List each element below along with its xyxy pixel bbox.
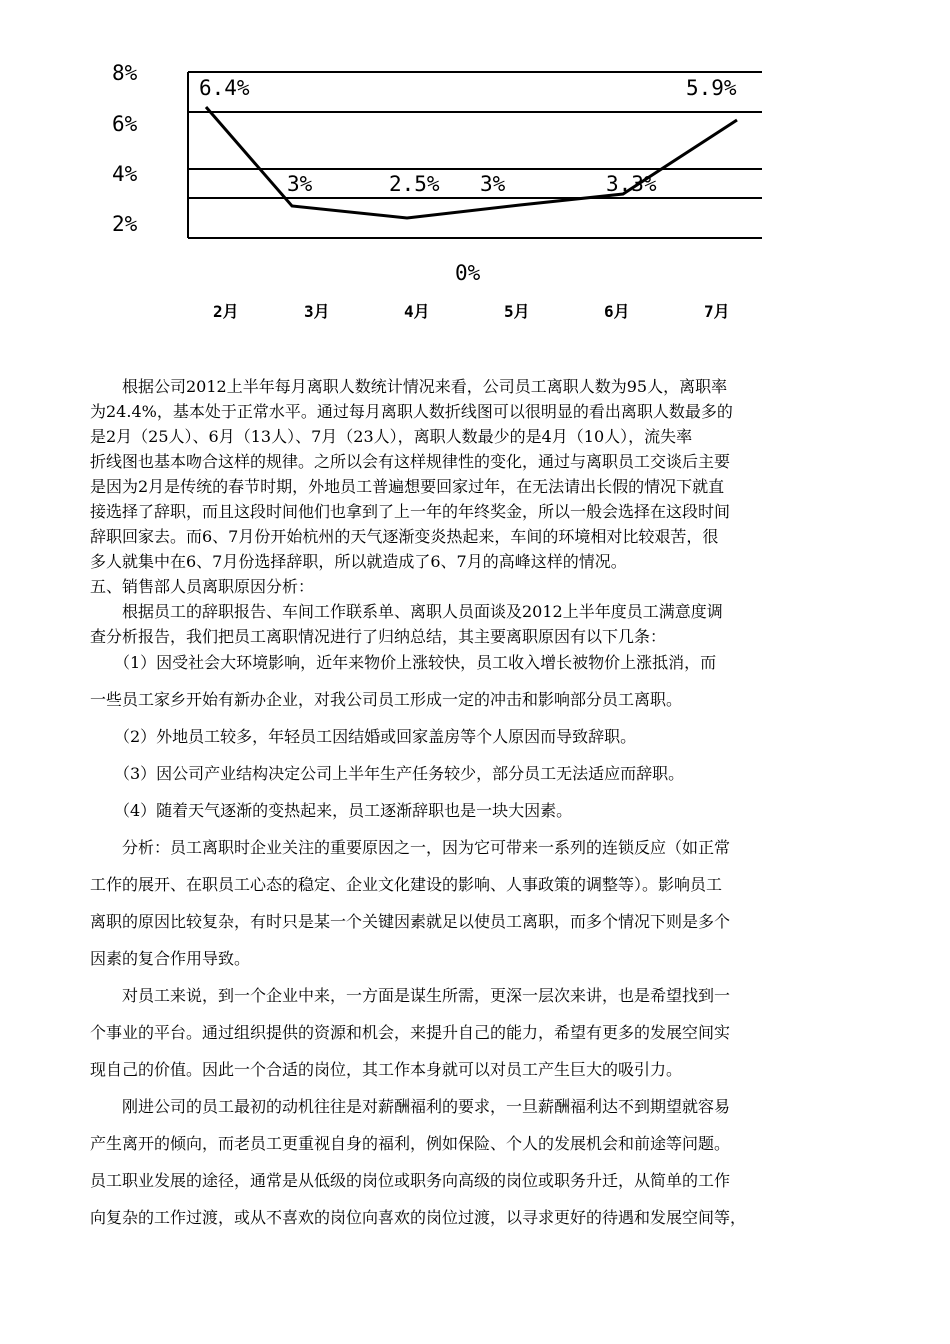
attrition-rate-line-chart: [0, 0, 950, 340]
text-line: （3）因公司产业结构决定公司上半年生产任务较少，部分员工无法适应而辞职。: [90, 764, 685, 783]
text-line: （2）外地员工较多，年轻员工因结婚或回家盖房等个人原因而导致辞职。: [90, 727, 637, 746]
x-tick-label: 4月: [404, 302, 430, 321]
y-tick-label: 4%: [112, 162, 138, 186]
text-line: 员工职业发展的途径，通常是从低级的岗位或职务向高级的岗位或职务升迁，从简单的工作: [90, 1171, 731, 1190]
text-line: （1）因受社会大环境影响，近年来物价上涨较快，员工收入增长被物价上涨抵消，而: [90, 653, 717, 672]
data-label: 5.9%: [686, 76, 737, 100]
text-line: （4）随着天气逐渐的变热起来，员工逐渐辞职也是一块大因素。: [90, 801, 573, 820]
paragraph-new-employee: [90, 1088, 862, 1236]
reason-item-3: [90, 755, 862, 792]
text-line: 对员工来说，到一个企业中来，一方面是谋生所需，更深一层次来讲，也是希望找到一: [90, 986, 731, 1005]
paragraph-statistics: [90, 374, 862, 574]
data-label: 6.4%: [199, 76, 250, 100]
text-line: 刚进公司的员工最初的动机往往是对薪酬福利的要求，一旦薪酬福利达不到期望就容易: [90, 1097, 731, 1116]
text-line: 是2月（25人）、6月（13人）、7月（23人），离职人数最少的是4月（10人），流失率: [90, 427, 693, 446]
text-line: 向复杂的工作过渡，或从不喜欢的岗位向喜欢的岗位过渡，以寻求更好的待遇和发展空间等，: [90, 1208, 747, 1227]
chart-gridlines: [188, 72, 762, 238]
text-line: 接选择了辞职，而且这段时间他们也拿到了上一年的年终奖金，所以一般会选择在这段时间: [90, 502, 731, 521]
series-line: [206, 107, 737, 218]
x-tick-label: 2月: [213, 302, 239, 321]
text-line: 现自己的价值。因此一个合适的岗位，其工作本身就可以对员工产生巨大的吸引力。: [90, 1060, 683, 1079]
text-line: 查分析报告，我们把员工离职情况进行了归纳总结，其主要离职原因有以下几条：: [90, 627, 667, 646]
x-tick-label: 6月: [604, 302, 630, 321]
text-line: 个事业的平台。通过组织提供的资源和机会，来提升自己的能力，希望有更多的发展空间实: [90, 1023, 731, 1042]
y-tick-label: 6%: [112, 112, 138, 136]
text-line: 分析：员工离职时企业关注的重要原因之一，因为它可带来一系列的连锁反应（如正常: [90, 838, 731, 857]
text-line: 五、销售部人员离职原因分析：: [90, 577, 315, 596]
reason-item-1: [90, 644, 862, 718]
text-line: 一些员工家乡开始有新办企业，对我公司员工形成一定的冲击和影响部分员工离职。: [90, 690, 683, 709]
text-line: 离职的原因比较复杂，有时只是某一个关键因素就足以使员工离职，而多个情况下则是多个: [90, 912, 731, 931]
x-tick-label: 5月: [504, 302, 530, 321]
paragraph-employee-view: [90, 977, 862, 1088]
y-tick-labels: [112, 61, 138, 236]
text-line: 根据公司2012上半年每月离职人数统计情况来看，公司员工离职人数为95人，离职率: [90, 377, 728, 396]
data-label: 2.5%: [389, 172, 440, 196]
paragraph-analysis: [90, 829, 862, 977]
data-label: 3%: [480, 172, 506, 196]
text-line: 辞职回家去。而6、7月份开始杭州的天气逐渐变炎热起来，车间的环境相对比较艰苦，很: [90, 527, 719, 546]
x-tick-label: 7月: [704, 302, 730, 321]
y-tick-label: 2%: [112, 212, 138, 236]
text-line: 因素的复合作用导致。: [90, 949, 251, 968]
data-labels: [199, 76, 737, 196]
text-line: 根据员工的辞职报告、车间工作联系单、离职人员面谈及2012上半年度员工满意度调: [90, 602, 723, 621]
text-line: 折线图也基本吻合这样的规律。之所以会有这样规律性的变化，通过与离职员工交谈后主要: [90, 452, 731, 471]
text-line: 工作的展开、在职员工心态的稳定、企业文化建设的影响、人事政策的调整等）。影响员工: [90, 875, 723, 894]
text-line: 产生离开的倾向，而老员工更重视自身的福利，例如保险、个人的发展机会和前途等问题。: [90, 1134, 731, 1153]
x-tick-label: 3月: [304, 302, 330, 321]
section-heading: [90, 574, 862, 599]
zero-label: 0%: [455, 261, 481, 285]
data-label: 3%: [287, 172, 313, 196]
reason-item-2: [90, 718, 862, 755]
y-tick-label: 8%: [112, 61, 138, 85]
text-line: 多人就集中在6、7月份选择辞职，所以就造成了6、7月的高峰这样的情况。: [90, 552, 627, 571]
x-tick-labels: [213, 302, 730, 321]
text-line: 是因为2月是传统的春节时期，外地员工普遍想要回家过年，在无法请出长假的情况下就直: [90, 477, 725, 496]
data-label: 3.3%: [606, 172, 657, 196]
text-line: 为24.4%，基本处于正常水平。通过每月离职人数折线图可以很明显的看出离职人数最多的: [90, 402, 733, 421]
reason-item-4: [90, 792, 862, 829]
paragraph-intro: [90, 599, 862, 649]
